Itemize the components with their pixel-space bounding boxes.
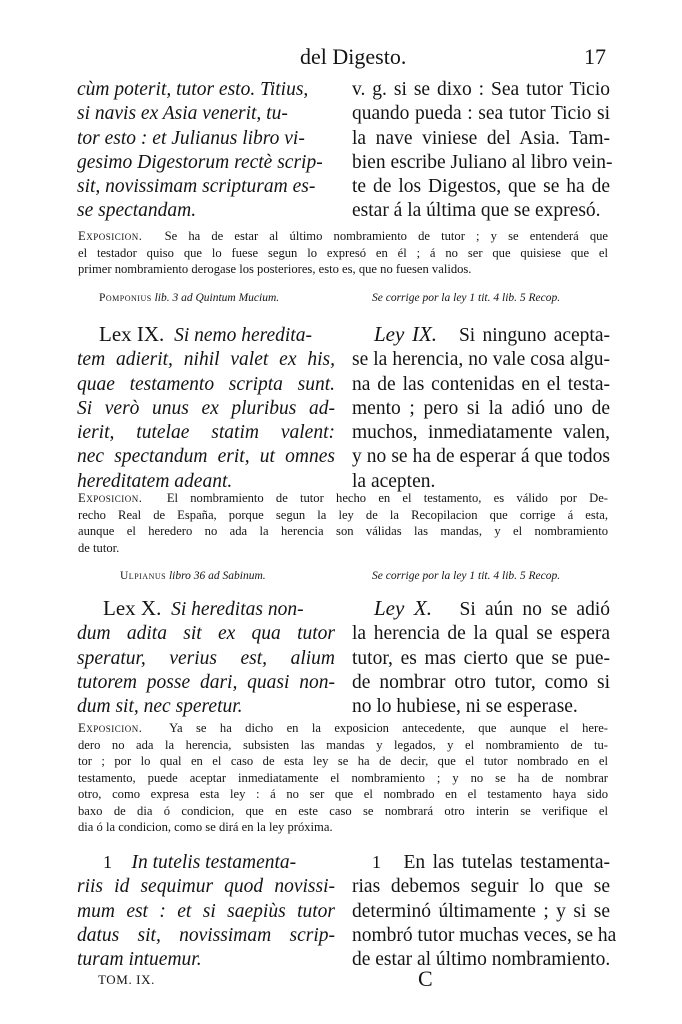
exposicion-line: primer nombramiento derogase los posteriores, esto es, que no fuesen validos. [78, 262, 472, 276]
exposicion-label: Exposicion. [78, 721, 143, 735]
lex-x-latin [77, 596, 335, 719]
spanish-line: la acepten. [352, 470, 436, 492]
spanish-line: determinó últimamente ; y si se [352, 900, 610, 922]
spanish-line: no lo hubiese, ni se esperase. [352, 696, 578, 718]
latin-line: quae testamento scripta sunt. [77, 373, 335, 395]
spanish-line: y no se ha de esperar á que todos [352, 446, 610, 468]
latin-line: Si hereditas non- [171, 599, 304, 620]
latin-line: si navis ex Asia venerit, tu- [77, 103, 288, 125]
exposicion-line: El nombramiento de tutor hecho en el testamento, es válido por De- [166, 491, 608, 505]
spanish-line: v. g. si se dixo : Sea tutor Ticio [352, 79, 610, 100]
latin-line: ierit, tutelae statim valent: [77, 422, 335, 444]
spanish-text-block-1 [352, 78, 613, 224]
spanish-line: Si aún no se adió [459, 599, 611, 620]
ley-heading: Ley IX. [374, 322, 438, 346]
running-head: del Digesto. [300, 44, 407, 69]
spanish-line: la nave viniese del Asia. Tam- [352, 127, 610, 149]
exposicion-block-3 [78, 720, 608, 836]
exposicion-label: Exposicion. [78, 229, 143, 243]
exposicion-line: dia ó la condicion, como se dirá en la ley próxima. [78, 820, 333, 834]
latin-line: In tutelis testamenta- [131, 852, 297, 873]
spanish-line: de nombrar otro tutor, como si [352, 671, 610, 693]
exposicion-line: el testador quiso que lo fuese segun lo expresó en él ; á no ser que quisiese que el [78, 245, 608, 260]
exposicion-line: Se ha de estar al último nombramiento de tutor ; y se entenderá que [164, 229, 608, 243]
exposicion-line: tor ; por lo qual en el caso de esta ley se ha de decir, que el tutor nombrado en el [78, 754, 608, 768]
spanish-line: rias debemos seguir lo que se [352, 876, 610, 898]
ley-ix-spanish [352, 322, 610, 494]
paragraph-1-latin [77, 850, 335, 972]
latin-line: mum est : et si saepiùs tutor [77, 900, 335, 922]
spanish-line: nombró tutor muchas veces, se ha [352, 924, 617, 946]
exposicion-line: Ya se ha dicho en la exposicion antecedente, que aunque el here- [169, 721, 609, 735]
source-author: Pomponius [99, 292, 152, 304]
exposicion-line: de tutor. [78, 540, 120, 555]
paragraph-number: 1 [103, 852, 112, 872]
spanish-line: se la herencia, no vale cosa algu- [352, 349, 610, 371]
latin-line: cùm poterit, tutor esto. Titius, [77, 79, 309, 100]
latin-line: dum sit, nec speretur. [77, 696, 243, 718]
spanish-line: mento ; pero si la adió uno de [352, 397, 610, 419]
exposicion-block-1 [78, 228, 608, 278]
latin-line: turam intuemur. [77, 949, 202, 971]
latin-line: hereditatem adeant. [77, 470, 233, 492]
latin-line: nec spectandum erit, ut omnes [77, 446, 335, 468]
exposicion-line: testamento, puede aceptar inmediatamente el nombramiento ; y no se ha de nombrar [78, 770, 608, 785]
exposicion-line: dero no ada la herencia, subsisten las mandas y legados, y el nombramiento de tu- [78, 737, 608, 752]
latin-line: riis id sequimur quod novissi- [77, 876, 335, 898]
volume-signature: TOM. IX. [98, 972, 155, 987]
spanish-line: te de los Digestos, que se ha de [352, 176, 610, 198]
exposicion-label: Exposicion. [78, 491, 143, 505]
latin-line: tutorem posse dari, quasi non- [77, 671, 335, 693]
spanish-line: quando pueda : sea tutor Ticio si [352, 103, 610, 125]
source-citation-latin [99, 292, 279, 304]
ley-heading: Ley X. [374, 596, 432, 620]
exposicion-block-2 [78, 490, 608, 556]
spanish-line: tutor, es mas cierto que se pue- [352, 647, 610, 669]
source-reference: Se corrige por la ley 1 tit. 4 lib. 5 Recop. [372, 292, 561, 304]
paragraph-1-spanish [352, 850, 617, 972]
page-number: 17 [584, 44, 606, 69]
source-reference: lib. 3 ad Quintum Mucium. [154, 292, 280, 304]
exposicion-line: aunque el heredero no ada la herencia son válidas las mandas, y el nombramiento [78, 524, 608, 538]
spanish-line: En las tutelas testamenta- [403, 852, 610, 873]
ley-x-spanish [352, 596, 610, 719]
source-citation-spanish [372, 292, 560, 304]
lex-ix-latin [77, 322, 335, 494]
latin-text-block-1 [77, 78, 335, 224]
latin-line: dum adita sit ex qua tutor [77, 623, 335, 645]
latin-line: sit, novissimam scripturam es- [77, 176, 316, 198]
spanish-line: bien escribe Juliano al libro vein- [352, 151, 613, 173]
exposicion-line: recho Real de España, porque segun la ley de la Recopilacion que corrige á esta, [78, 507, 608, 522]
latin-line: se spectandam. [77, 200, 197, 222]
latin-line: gesimo Digestorum rectè scrip- [77, 151, 323, 173]
source-citation-spanish [372, 570, 560, 582]
spanish-line: la herencia de la qual se espera [352, 623, 610, 645]
paragraph-number: 1 [372, 852, 381, 872]
exposicion-line: otro, como expresa esta ley : á no ser que el nombrado en el testamento haya sido [78, 787, 608, 801]
spanish-line: estar á la última que se expresó. [352, 200, 601, 222]
latin-line: Si verò unus ex pluribus ad- [77, 397, 335, 419]
lex-heading: Lex IX. [99, 322, 165, 346]
spanish-line: de estar al último nombramiento. [352, 949, 611, 971]
latin-line: datus sit, novissimam scrip- [77, 924, 335, 946]
source-reference: Se corrige por la ley 1 tit. 4 lib. 5 Recop. [372, 570, 561, 582]
spanish-line: Si ninguno acepta- [458, 325, 610, 346]
exposicion-line: baxo de dia ó condicion, que en este caso se nombrará otro interin se verifique el [78, 803, 608, 818]
latin-line: speratur, verius est, alium [77, 647, 335, 669]
latin-line: tem adierit, nihil valet ex his, [77, 349, 335, 371]
source-citation-latin [120, 570, 266, 582]
source-author: Ulpianus [120, 570, 167, 582]
latin-line: Si nemo heredita- [174, 325, 312, 346]
source-reference: libro 36 ad Sabinum. [168, 570, 266, 582]
spanish-line: na de las contenidas en el testa- [352, 373, 610, 395]
lex-heading: Lex X. [103, 596, 162, 620]
spanish-line: muchos, inmediatamente valen, [352, 422, 610, 444]
latin-line: tor esto : et Julianus libro vi- [77, 127, 305, 149]
signature-mark: C [418, 966, 433, 991]
